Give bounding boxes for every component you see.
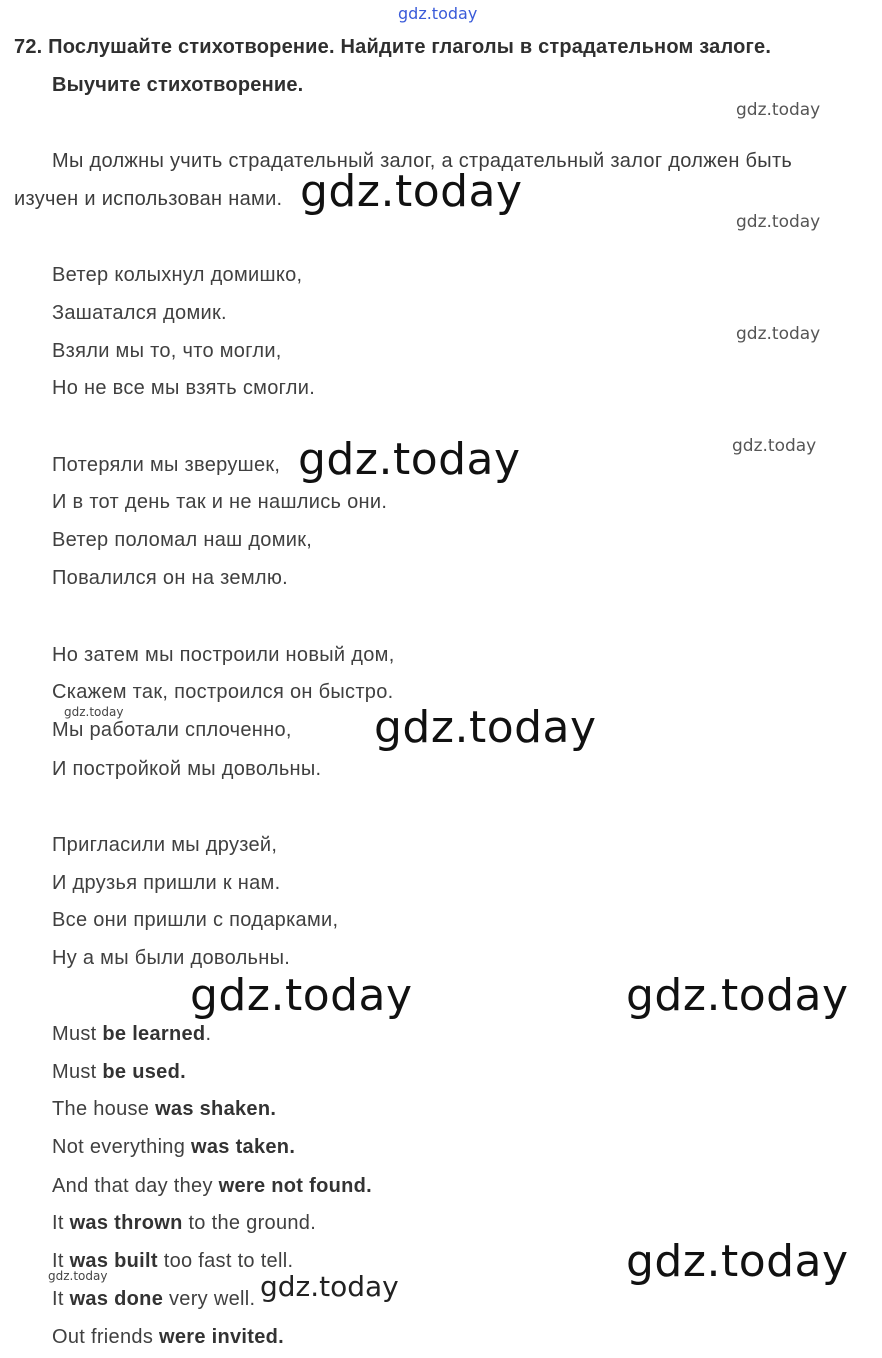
task-heading-line1 bbox=[14, 36, 771, 59]
watermark-big: gdz.today bbox=[298, 434, 521, 485]
poem-line: И в тот день так и не нашлись они. bbox=[52, 491, 388, 513]
task-number: 72. bbox=[14, 36, 43, 58]
watermark-big: gdz.today bbox=[300, 166, 523, 217]
passive-verb: were invited. bbox=[158, 1326, 285, 1348]
watermark-tiny: gdz.today bbox=[48, 1269, 108, 1283]
poem-line: Ветер колыхнул домишко, bbox=[52, 264, 303, 286]
poem-line: Взяли мы то, что могли, bbox=[52, 340, 282, 362]
watermark-top: gdz.today bbox=[398, 4, 478, 23]
intro-line1: Мы должны учить страдательный залог, а страдательный залог должен быть bbox=[52, 150, 793, 172]
watermark-small: gdz.today bbox=[736, 100, 821, 120]
poem-line: Пригласили мы друзей, bbox=[52, 834, 278, 856]
poem-line: Зашатался домик. bbox=[52, 302, 227, 324]
task-heading-line2: Выучите стихотворение. bbox=[52, 74, 304, 96]
task-instruction: Послушайте стихотворение. Найдите глаголы в страдательном залоге. bbox=[48, 36, 772, 58]
english-line: It was built too fast to tell. bbox=[52, 1250, 294, 1272]
passive-verb: was thrown bbox=[69, 1212, 183, 1234]
english-line: It was thrown to the ground. bbox=[52, 1212, 317, 1234]
poem-line: И постройкой мы довольны. bbox=[52, 758, 322, 780]
poem-line: Повалился он на землю. bbox=[52, 567, 289, 589]
intro-line2: изучен и использован нами. bbox=[14, 188, 283, 210]
poem-line: Ветер поломал наш домик, bbox=[52, 529, 313, 551]
english-line: It was done very well. bbox=[52, 1288, 256, 1310]
passive-verb: was done bbox=[69, 1288, 164, 1310]
english-line: The house was shaken. bbox=[52, 1098, 277, 1120]
passive-verb: be learned bbox=[102, 1023, 206, 1045]
watermark-small: gdz.today bbox=[736, 212, 821, 232]
poem-line: Потеряли мы зверушек, bbox=[52, 454, 281, 476]
watermark-big: gdz.today bbox=[190, 970, 413, 1021]
english-line: Must be used. bbox=[52, 1061, 186, 1083]
passive-verb: be used. bbox=[102, 1061, 186, 1083]
english-line: Out friends were invited. bbox=[52, 1326, 285, 1348]
watermark-small: gdz.today bbox=[732, 436, 817, 456]
poem-line: Ну а мы были довольны. bbox=[52, 947, 291, 969]
passive-verb: were not found. bbox=[218, 1175, 373, 1197]
passive-verb: was shaken. bbox=[155, 1098, 277, 1120]
poem-line: Но затем мы построили новый дом, bbox=[52, 644, 395, 666]
watermark-big: gdz.today bbox=[626, 1236, 849, 1287]
poem-line: Мы работали сплоченно, bbox=[52, 719, 292, 741]
watermark-small: gdz.today bbox=[736, 324, 821, 344]
watermark-big: gdz.today bbox=[374, 702, 597, 753]
english-line: And that day they were not found. bbox=[52, 1175, 373, 1197]
watermark-medium: gdz.today bbox=[260, 1270, 399, 1303]
passive-verb: was built bbox=[69, 1250, 158, 1272]
english-line: Must be learned. bbox=[52, 1023, 212, 1045]
watermark-tiny: gdz.today bbox=[64, 705, 124, 719]
poem-line: И друзья пришли к нам. bbox=[52, 872, 281, 894]
poem-line: Все они пришли с подарками, bbox=[52, 909, 339, 931]
english-line: Not everything was taken. bbox=[52, 1136, 296, 1158]
passive-verb: was taken. bbox=[191, 1136, 296, 1158]
poem-line: Но не все мы взять смогли. bbox=[52, 377, 316, 399]
poem-line: Скажем так, построился он быстро. bbox=[52, 681, 394, 703]
watermark-big: gdz.today bbox=[626, 970, 849, 1021]
